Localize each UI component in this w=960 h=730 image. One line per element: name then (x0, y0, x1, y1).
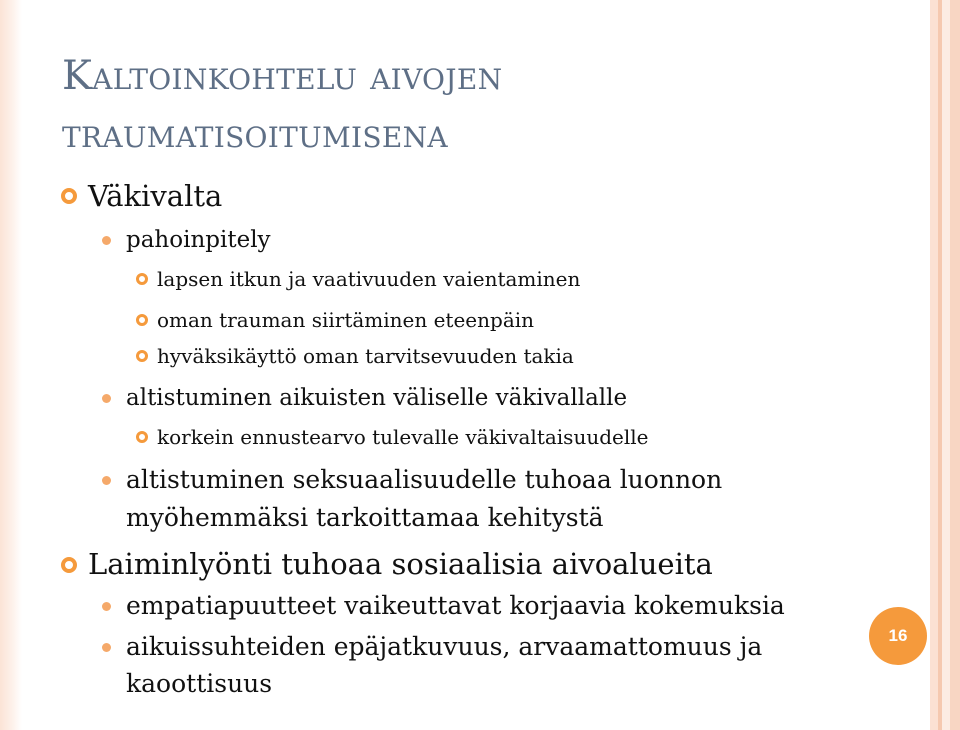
dot-bullet-icon (102, 394, 111, 403)
right-decorative-stripe (950, 0, 960, 730)
bullet-level2-line1: altistuminen seksuaalisuudelle tuhoaa luonnon (126, 465, 723, 494)
bullet-level2-line2: kaoottisuus (126, 669, 273, 698)
dot-bullet-icon (102, 643, 111, 652)
bullet-level2: altistuminen aikuisten väliselle väkivallalle (126, 385, 628, 411)
bullet-level3: lapsen itkun ja vaativuuden vaientaminen (157, 267, 581, 291)
ring-bullet-icon (61, 188, 77, 204)
bullet-level3: hyväksikäyttö oman tarvitsevuuden takia (157, 344, 574, 368)
slide-title (62, 53, 503, 157)
bullet-level2-line1: aikuissuhteiden epäjatkuvuus, arvaamattomuus ja (126, 632, 763, 661)
bullet-level1: Laiminlyönti tuhoaa sosiaalisia aivoalueita (88, 547, 713, 581)
dot-bullet-icon (102, 602, 111, 611)
bullet-level3: korkein ennustearvo tulevalle väkivaltaisuudelle (157, 425, 649, 449)
ring-bullet-icon (136, 350, 148, 362)
bullet-level2: empatiapuutteet vaikeuttavat korjaavia kokemuksia (126, 591, 785, 620)
ring-bullet-icon (136, 431, 148, 443)
slide-title-line2: traumatisoitumisena (62, 111, 448, 157)
bullet-level2-line2: myöhemmäksi tarkoittamaa kehitystä (126, 503, 604, 532)
bullet-level1: Väkivalta (88, 179, 223, 213)
ring-bullet-icon (136, 314, 148, 326)
ring-bullet-icon (136, 273, 148, 285)
page-number-badge: 16 (869, 607, 927, 665)
slide-title-line1: Kaltoinkohtelu aivojen (62, 53, 503, 99)
left-decorative-stripe (0, 0, 22, 730)
bullet-level3: oman trauman siirtäminen eteenpäin (157, 308, 535, 332)
bullet-level2: pahoinpitely (126, 227, 271, 253)
ring-bullet-icon (61, 557, 77, 573)
dot-bullet-icon (102, 476, 111, 485)
right-decorative-stripe (930, 0, 938, 730)
dot-bullet-icon (102, 236, 111, 245)
right-decorative-stripe (942, 0, 950, 730)
